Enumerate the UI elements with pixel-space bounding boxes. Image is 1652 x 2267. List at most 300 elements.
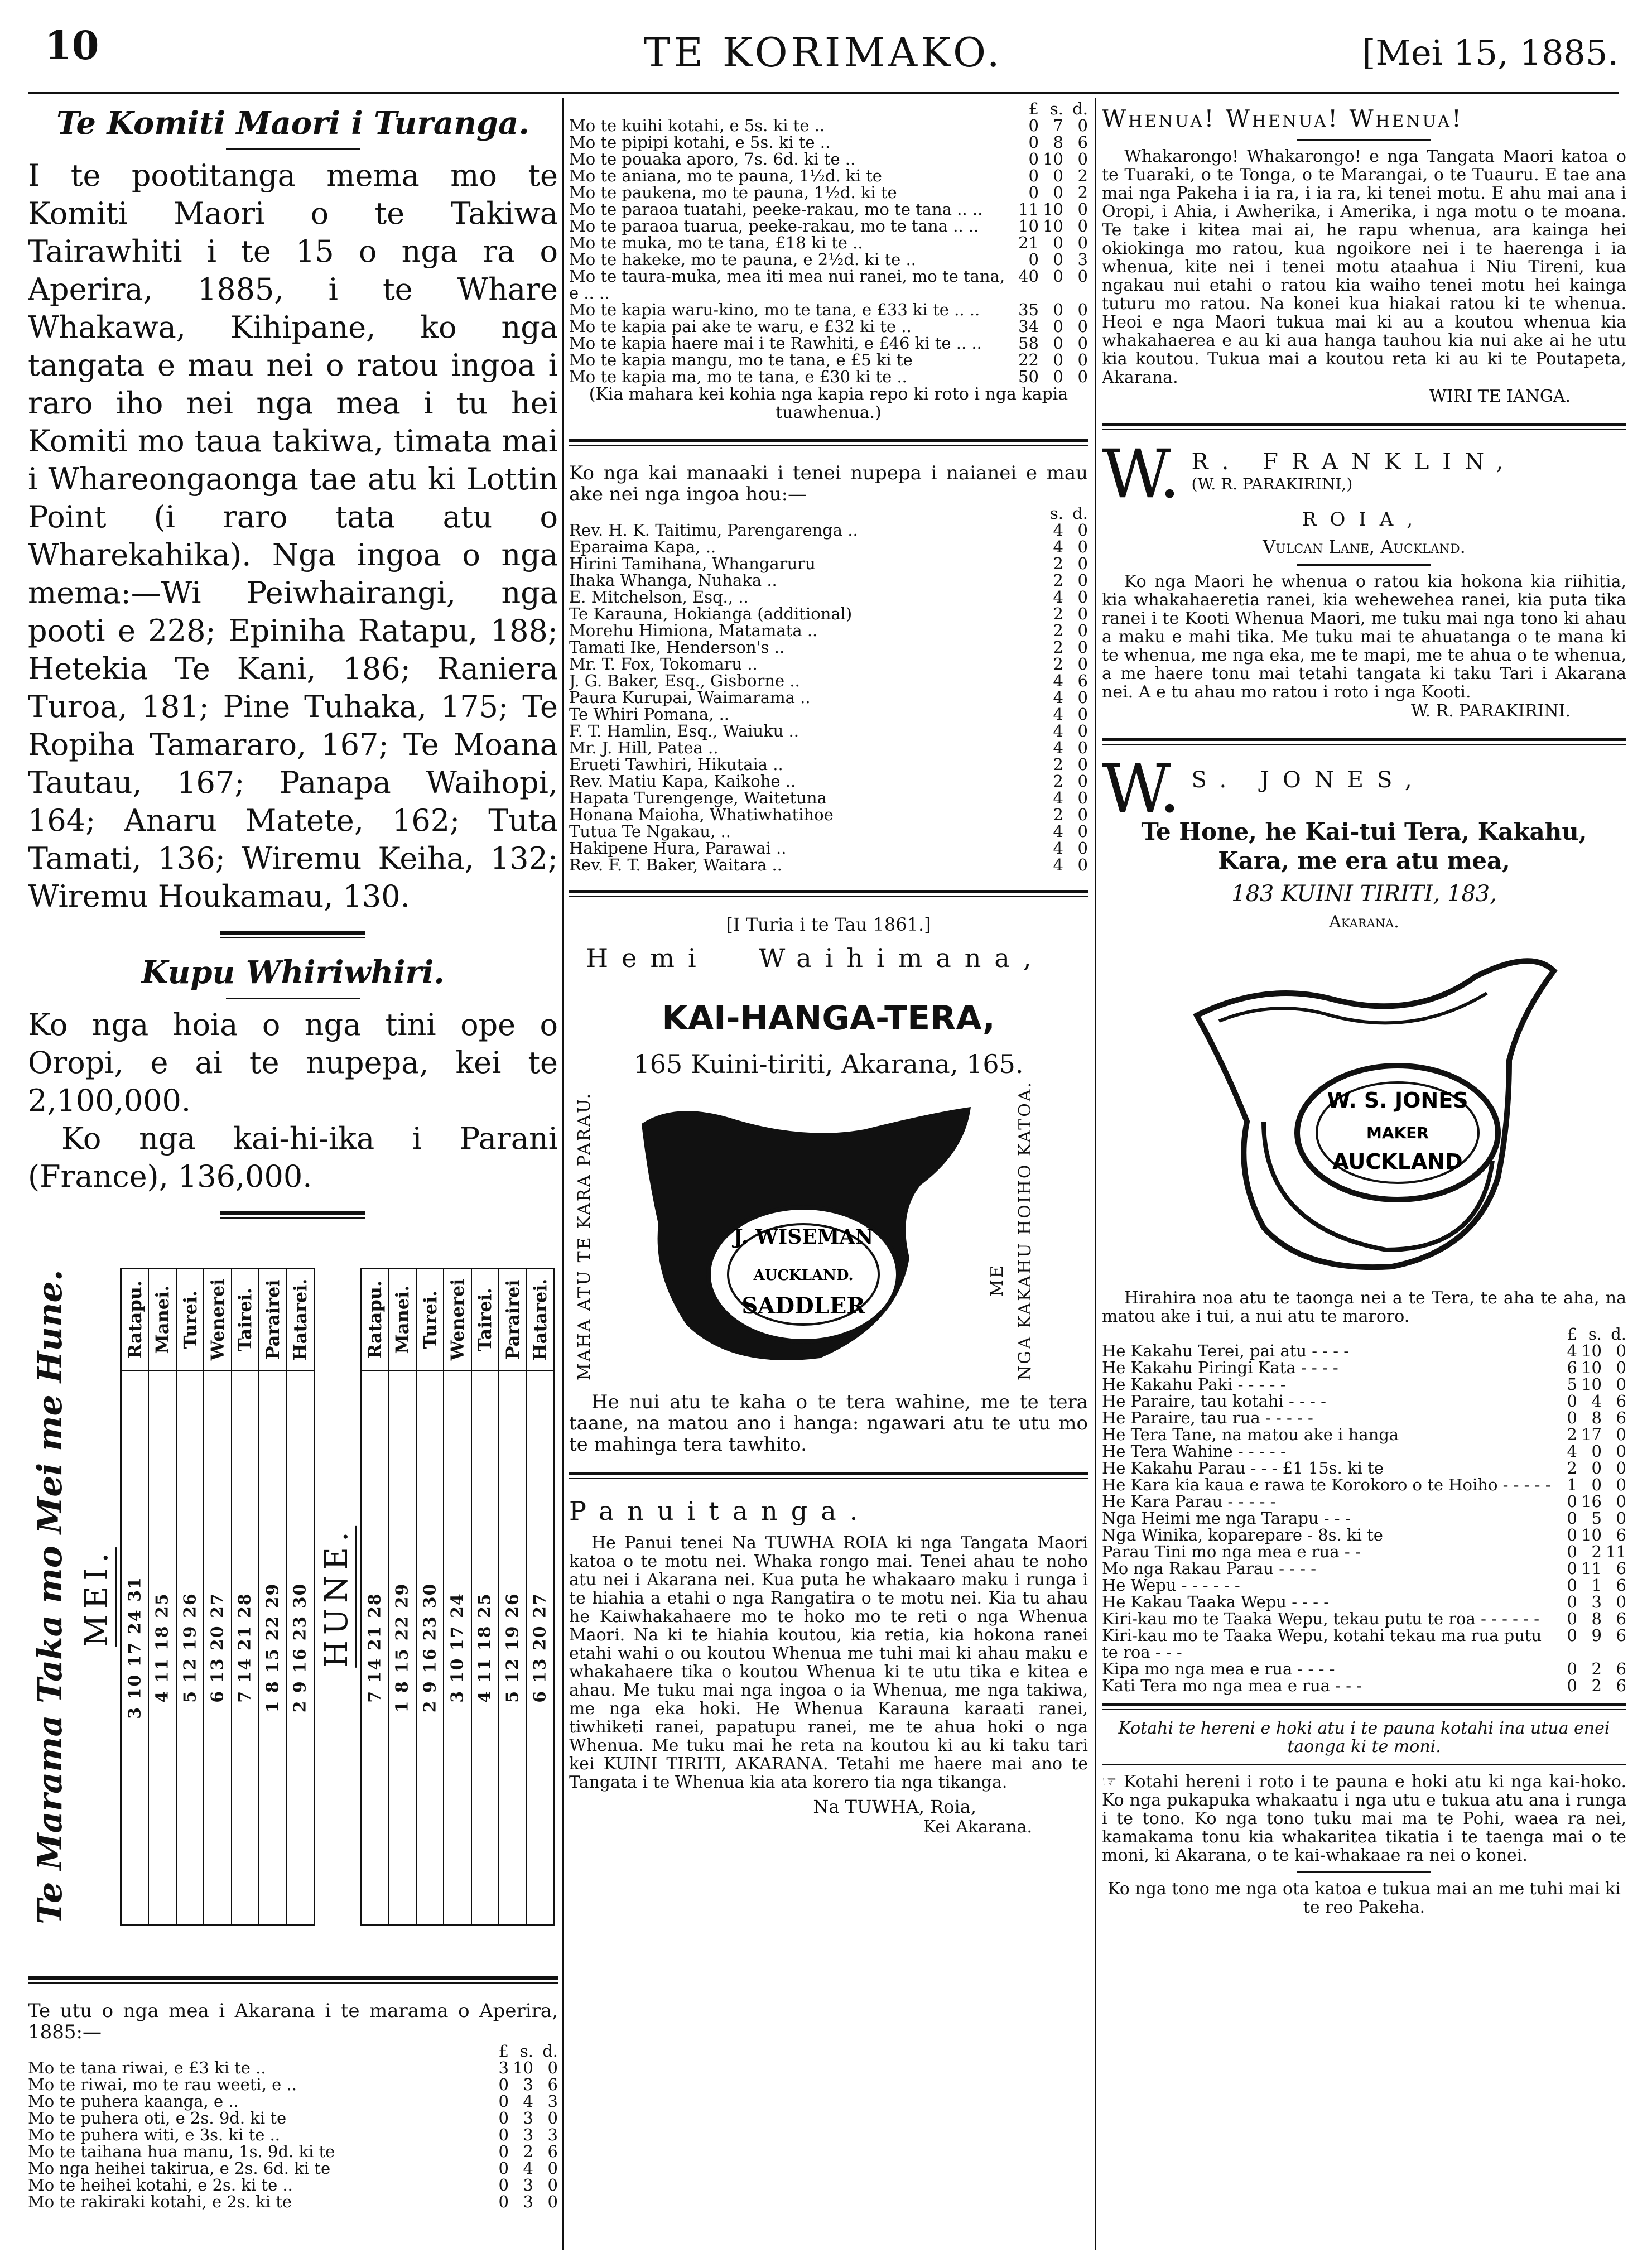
row-value: 3 [523,2175,533,2194]
row-value: 0 [1053,300,1063,319]
row-value: 2 [1053,621,1063,640]
svg-text:MAKER: MAKER [1366,1124,1429,1142]
table-row [569,251,1088,268]
table-row [569,689,1088,706]
table-row [1102,1510,1626,1527]
row-value: 6 [1616,1609,1626,1628]
issue-date: [Mei 15, 1885. [1362,32,1619,73]
row-label: He Paraire, tau kotahi - - - - [1102,1392,1326,1411]
row-label: Mo te kapia mangu, mo te tana, e £5 ki te [569,350,913,369]
day-dates: 4 11 18 25 [475,1592,495,1703]
heading-rule [1297,1871,1431,1873]
column-2 [569,100,1088,2250]
row-value: 0 [1053,166,1063,185]
row-value: 10 [1043,216,1063,235]
row-value: 0 [1567,1676,1577,1695]
table-row [569,589,1088,605]
row-value: 0 [1616,1509,1626,1528]
row-value: 0 [1053,317,1063,336]
table-row [1102,1577,1626,1594]
kupu-paragraph-1: Ko nga hoia o nga tini ope o Oropi, e ai te nupepa, kei te 2,100,000. [28,1007,558,1118]
row-value: 0 [1616,1358,1626,1377]
table-row [1102,1409,1626,1426]
utu-price-table [28,2043,558,2210]
row-value: 0 [1053,250,1063,269]
svg-text:J. WISEMAN: J. WISEMAN [733,1225,874,1249]
day-name: Wenerei [444,1269,470,1371]
row-value: 0 [1077,216,1088,235]
row-label: Paura Kurupai, Waimarama .. [569,688,811,707]
row-value: 3 [523,2075,533,2094]
row-value: 3 [523,2125,533,2144]
row-value: 0 [1077,855,1088,874]
row-value: 0 [1077,688,1088,707]
row-value: 0 [1616,1341,1626,1360]
section-rule [28,1976,558,1984]
jones-intro: Hirahira noa atu te taonga nei a te Tera, te aha te aha, na matou ake i tui, a nui atu te maroro. [1102,1288,1626,1326]
row-value: 0 [498,2075,509,2094]
row-value: 2 [1567,1459,1577,1477]
row-value: 4 [523,2092,533,2111]
day-name: Hatarei. [287,1269,314,1371]
row-label: Morehu Himiona, Matamata .. [569,621,818,640]
row-value: 0 [1053,183,1063,202]
row-value: 40 [1018,267,1039,286]
table-row [569,739,1088,756]
row-value: 17 [1581,1425,1602,1444]
table-row [1102,1594,1626,1610]
row-label: Nga Heimi me nga Tarapu - - - [1102,1509,1351,1528]
hemi-illustration [569,1079,1088,1392]
col-pence: d. [1072,100,1088,118]
table-row [1102,1610,1626,1627]
header-rule [28,92,1619,94]
row-label: Mo te tana riwai, e £3 ki te .. [28,2058,266,2077]
section-rule [569,890,1088,897]
row-label: Mo te taura-muka, mea iti mea nui ranei, mo te tana, e .. .. [569,267,1005,302]
month-grid [360,1268,555,1926]
table-row [28,2177,558,2193]
row-label: Kiri-kau mo te Taaka Wepu, tekau putu te roa - - - - - - [1102,1609,1539,1628]
row-value: 10 [1018,216,1039,235]
row-label: Te Karauna, Hokianga (additional) [569,604,853,623]
row-label: Nga Winika, koparepare - 8s. ki te [1102,1525,1383,1544]
table-row [569,522,1088,538]
table-row [28,2193,558,2210]
row-label: J. G. Baker, Esq., Gisborne .. [569,671,800,690]
table-row [569,268,1088,301]
panui-heading: Panuitanga. [569,1496,871,1526]
section-rule [1102,423,1626,430]
jones-final: Ko nga tono me nga ota katoa e tukua mai an me tuhi mai ki te reo Pakeha. [1107,1879,1621,1917]
row-value: 2 [1567,1425,1577,1444]
table-row [569,572,1088,589]
row-value: 0 [1053,334,1063,353]
row-value: 0 [1077,788,1088,807]
row-value: 0 [1028,183,1039,202]
row-label: He Kakahu Terei, pai atu - - - - [1102,1341,1350,1360]
jones-advertisement [1102,750,1626,1917]
row-label: Mo te kapia haere mai i te Rawhiti, e £46 ki te .. .. [569,334,982,353]
row-label: He Paraire, tau rua - - - - - [1102,1408,1313,1427]
row-label: Tutua Te Ngakau, .. [569,822,731,841]
row-value: 1 [1591,1576,1602,1595]
table-row [1102,1359,1626,1376]
row-value: 0 [1591,1459,1602,1477]
col-pence: d. [542,2042,558,2061]
row-value: 1 [1567,1475,1577,1494]
calendar-day-column [417,1269,444,1924]
row-value: 0 [1077,116,1088,135]
table-row [569,656,1088,672]
table-row [28,2059,558,2076]
row-label: Kati Tera mo nga mea e rua - - - [1102,1676,1362,1695]
row-value: 4 [1053,855,1063,874]
row-value: 2 [1053,604,1063,623]
row-value: 4 [1053,788,1063,807]
col-shillings: s. [1049,504,1063,523]
hemi-side-me: ME [988,1264,1007,1297]
hemi-trade: KAI-HANGA-TERA, [662,999,995,1038]
row-value: 0 [1053,267,1063,286]
day-name: Turei. [177,1269,203,1371]
row-value: 0 [1616,1592,1626,1611]
row-label: Rev. Matiu Kapa, Kaikohe .. [569,772,796,791]
section-rule [1102,738,1626,745]
row-value: 0 [1567,1392,1577,1411]
row-value: 0 [498,2142,509,2161]
table-row [569,335,1088,352]
table-row [1102,1476,1626,1493]
row-value: 0 [1616,1375,1626,1394]
saddle-icon [608,1090,999,1380]
row-value: 0 [1028,116,1039,135]
day-dates: 1 8 15 22 29 [263,1582,283,1713]
table-row [1102,1426,1626,1443]
row-label: Mo te puhera oti, e 2s. 9d. ki te [28,2109,287,2128]
subscribers-table [569,505,1088,873]
franklin-address: Vulcan Lane, Auckland. [1263,536,1466,557]
table-row [569,301,1088,318]
row-value: 0 [1028,166,1039,185]
day-dates: 2 9 16 23 30 [290,1582,310,1713]
calendar-day-column [362,1269,389,1924]
row-label: He Kara kia kaua e rawa te Korokoro o te Hoiho - - - - - [1102,1475,1551,1494]
row-value: 16 [1581,1492,1602,1511]
hemi-description: He nui atu te kaha o te tera wahine, me te tera taane, na matou ano i hanga: ngawari atu te utu mo te mahinga tera tawhito. [569,1391,1088,1456]
row-value: 0 [1077,588,1088,607]
row-value: 0 [1028,133,1039,152]
table-row [569,672,1088,689]
col-pounds: £ [1028,100,1039,118]
row-value: 0 [1077,738,1088,757]
kupu-heading: Kupu Whiriwhiri. [141,954,445,991]
month-grid [120,1268,315,1926]
row-value: 6 [1077,133,1088,152]
row-value: 2 [1053,805,1063,824]
row-value: 0 [547,2159,558,2178]
row-label: Mo te kapia ma, mo te tana, e £30 ki te .. [569,367,907,386]
row-label: Kiri-kau mo te Taaka Wepu, kotahi tekau ma rua putu te roa - - - [1102,1626,1542,1662]
row-value: 2 [523,2142,533,2161]
row-value: 0 [1567,1592,1577,1611]
franklin-initial: W. [1102,436,1181,513]
saddle-icon [1152,937,1576,1283]
table-row [569,790,1088,806]
row-value: 0 [1077,571,1088,590]
row-value: 0 [1077,350,1088,369]
table-row [569,840,1088,856]
row-value: 0 [1077,317,1088,336]
table-row [569,201,1088,218]
hemi-name: Hemi Waihimana, [586,943,1045,973]
row-value: 0 [1077,638,1088,657]
row-label: Mo te paraoa tuarua, peeke-rakau, mo te tana .. .. [569,216,979,235]
row-label: Mo te paraoa tuatahi, peeke-rakau, mo te tana .. .. [569,200,983,219]
row-value: 0 [1028,250,1039,269]
row-value: 0 [547,2192,558,2211]
table-row [569,723,1088,739]
table-row [569,639,1088,656]
day-dates: 4 11 18 25 [152,1592,172,1703]
row-value: 0 [1077,537,1088,556]
franklin-title: ROIA, [1302,508,1427,531]
panui-text: He Panui tenei Na TUWHA ROIA ki nga Tangata Maori katoa o te motu nei. Whaka rongo mai. Tenei ahau te noho atu nei i Akarana nei. Kua puta he whakaaro maku i runga i te hiahia a etahi o nga Rangatira o te motu nei. Kia tu ahau he Kaiwhakahaere mo te hoko mo te reti o nga Whenua Maori. Na ki te hiahia koutou, kia retia, kia hokona ranei etahi wahi o ou koutou Whenua me tuhi mai ki ahau maku e whakahaere tika o koutou Whenua ki te utu tika e kitea e ahau. Me tuku mai nga ingoa o ia Whenua, me nga takiwa, me nga eka hoki. He Whenua Karauna karaati ranei, tiwhiketi ranei, papatupu ranei, me te ahua hoki o nga Whenua. Me tuku mai he reta na koutou ki au ki taku tari kei KUINI TIRITI, AKARANA. Tetahi me haere mai ano te Tangata i te Whenua kia ata korero tia nga tikanga. [569,1533,1088,1792]
row-label: Tamati Ike, Henderson's .. [569,638,785,657]
day-dates: 5 12 19 26 [503,1592,523,1703]
row-label: Te Whiri Pomana, .. [569,705,730,724]
row-value: 10 [1043,200,1063,219]
row-value: 2 [1077,166,1088,185]
row-value: 11 [1018,200,1039,219]
table-row [28,2160,558,2177]
row-label: Parau Tini mo nga mea e rua - - [1102,1542,1361,1561]
row-value: 4 [1053,839,1063,858]
row-value: 0 [1567,1492,1577,1511]
row-label: He Tera Tane, na matou ake i hanga [1102,1425,1399,1444]
row-value: 4 [1053,721,1063,740]
day-name: Wenerei [204,1269,230,1371]
table-row [569,806,1088,823]
row-value: 6 [1077,671,1088,690]
table-row [28,2076,558,2093]
row-value: 11 [1606,1542,1626,1561]
table-row [1102,1527,1626,1543]
table-row [569,218,1088,234]
row-label: Mo te hakeke, mo te pauna, e 2½d. ki te .. [569,250,916,269]
row-value: 0 [1077,267,1088,286]
table-row [28,2093,558,2110]
table-row [569,318,1088,335]
row-value: 8 [1053,133,1063,152]
table-row [569,773,1088,790]
row-label: Mo te pouaka aporo, 7s. 6d. ki te .. [569,150,856,169]
row-value: 0 [498,2175,509,2194]
col-shillings: s. [1049,100,1063,118]
row-value: 0 [498,2109,509,2128]
row-label: Mo te puhera kaanga, e .. [28,2092,239,2111]
price-note: (Kia mahara kei kohia nga kapia repo ki roto i nga kapia tuawhenua.) [589,384,1068,422]
section-rule [569,1472,1088,1479]
row-label: Mo nga Rakau Parau - - - - [1102,1559,1317,1578]
section-rule [220,931,365,938]
table-row [569,151,1088,167]
row-label: Mo te riwai, mo te rau weeti, e .. [28,2075,297,2094]
row-value: 6 [1616,1559,1626,1578]
row-value: 4 [1053,738,1063,757]
row-value: 2 [1053,755,1063,774]
table-row [28,2110,558,2126]
table-row [569,555,1088,572]
day-dates: 6 13 20 27 [530,1592,550,1703]
table-row [569,117,1088,134]
jones-address: 183 KUINI TIRITI, 183, [1231,881,1497,907]
row-value: 0 [1567,1576,1577,1595]
row-value: 22 [1018,350,1039,369]
row-value: 0 [1053,367,1063,386]
month-label: HUNE. [321,1234,354,1960]
row-value: 0 [1567,1525,1577,1544]
table-row [1102,1393,1626,1409]
row-value: 2 [1591,1659,1602,1678]
row-value: 11 [1581,1559,1602,1578]
table-row [569,605,1088,622]
calendar [28,1234,558,1960]
row-label: Eparaima Kapa, .. [569,537,716,556]
column-1 [28,100,558,2250]
row-label: Hakipene Hura, Parawai .. [569,839,787,858]
row-label: Mo te paukena, mo te pauna, 1½d. ki te [569,183,897,202]
table-row [1102,1660,1626,1677]
heading-rule [226,148,360,150]
row-label: He Tera Wahine - - - - - [1102,1442,1286,1461]
row-label: Ihaka Whanga, Nuhaka .. [569,571,777,590]
table-row [569,352,1088,368]
row-label: Mo te aniana, mo te pauna, 1½d. ki te [569,166,882,185]
franklin-advertisement [1102,436,1626,721]
svg-text:W. S. JONES: W. S. JONES [1327,1088,1468,1113]
calendar-day-column [122,1269,149,1924]
row-value: 6 [1616,1392,1626,1411]
row-value: 3 [523,2109,533,2128]
row-value: 2 [1053,571,1063,590]
kupu-paragraph-2: Ko nga kai-hi-ika i Parani (France), 136,000. [28,1121,558,1194]
komiti-heading: Te Komiti Maori i Turanga. [56,105,529,142]
calendar-title: Te Marama Taka mo Mei me Hune. [31,1269,70,1924]
row-value: 0 [1077,200,1088,219]
table-row [569,622,1088,639]
table-row [1102,1677,1626,1694]
table-row [569,184,1088,201]
calendar-day-column [149,1269,176,1924]
section-rule [1102,1703,1626,1710]
row-value: 6 [1616,1626,1626,1645]
whenua-text: Whakarongo! Whakarongo! e nga Tangata Maori katoa o te Tuaraki, o te Tonga, o te Marangai, o te Tuauru. E tae ana mai nga Pakeha i ia ra, i ia ra, ki tenei motu. E ahu mai ana i Oropi, i Ahia, i Awherika, i Amerika, i nga motu o te moana. Te take i kitea mai ai, he rapu whenua, ara kainga hei okiokinga mo ratou, kua ngoikore nei i te haerenga i ia whenua, kite nei i tenei motu ataahua i Niu Tireni, kua ngakau nui etahi o ratou kia waiho tenei motu hei kainga tuturu mo ratou. Na konei kua hiakai ratou ki te whenua. Heoi e nga Maori tukua mai ki au a koutou whenua kia whakahaerea e au ki aua hanga tauhou kia nui ake ai he utu kia koutou. Tukua mai a koutou reta ki au ki te Poutapeta, Akarana. [1102,147,1626,387]
day-name: Ratapu. [362,1269,388,1371]
row-value: 4 [1053,537,1063,556]
panui-location: Kei Akarana. [923,1817,1032,1837]
row-value: 3 [1077,250,1088,269]
row-value: 0 [1077,367,1088,386]
table-row [28,2143,558,2160]
produce-price-table [569,100,1088,385]
row-value: 8 [1591,1408,1602,1427]
row-value: 3 [498,2058,509,2077]
row-value: 0 [1053,233,1063,252]
month-hune [321,1234,555,1960]
row-value: 6 [547,2142,558,2161]
row-value: 3 [1591,1592,1602,1611]
calendar-day-column [204,1269,232,1924]
row-value: 0 [1077,604,1088,623]
jones-name: S. JONES, [1191,767,1425,793]
row-label: Kipa mo nga mea e rua - - - - [1102,1659,1335,1678]
day-dates: 5 12 19 26 [180,1592,200,1703]
row-value: 0 [1077,805,1088,824]
row-value: 0 [1567,1609,1577,1628]
row-value: 0 [498,2192,509,2211]
calendar-day-column [499,1269,527,1924]
row-value: 4 [1567,1341,1577,1360]
section-rule [569,439,1088,446]
row-value: 2 [1053,554,1063,573]
svg-text:AUCKLAND.: AUCKLAND. [753,1267,854,1284]
franklin-text: Ko nga Maori he whenua o ratou kia hokona kia riihitia, kia whakahaeretia ranei, kia wehewehea ranei, kia puta tika ranei i te Kooti Whenua Maori, me tuku mai nga tono ki ahau a maku e mahi tika. Me tuku mai te ahuatanga o te mana ki te whenua, me nga eka, me te mapi, me te ahua o te whenua, a me haere tonu mai tetahi tangata ki taku Tari i Akarana nei. A e tu ahau mo ratou i roto i nga Kooti. [1102,572,1626,702]
column-divider-2 [1095,98,1096,2250]
calendar-day-column [389,1269,416,1924]
table-row [1102,1460,1626,1476]
row-value: 0 [1616,1425,1626,1444]
day-dates: 2 9 16 23 30 [420,1582,440,1713]
row-value: 3 [547,2092,558,2111]
row-value: 4 [1567,1442,1577,1461]
day-name: Hatarei. [527,1269,553,1371]
jones-trade: Te Hone, he Kai-tui Tera, Kakahu, Kara, me era atu mea, [1141,818,1587,874]
row-value: 0 [1077,772,1088,791]
row-label: He Kakahu Paki - - - - - [1102,1375,1286,1394]
row-value: 0 [1053,350,1063,369]
row-label: He Kakahu Parau - - - £1 15s. ki te [1102,1459,1384,1477]
row-label: Rev. H. K. Taitimu, Parengarenga .. [569,521,858,540]
col-pence: d. [1611,1325,1626,1344]
row-label: Mr. J. Hill, Patea .. [569,738,719,757]
row-label: Mo te rakiraki kotahi, e 2s. ki te [28,2192,292,2211]
row-value: 0 [1077,554,1088,573]
row-label: E. Mitchelson, Esq., .. [569,588,749,607]
row-value: 35 [1018,300,1039,319]
row-value: 9 [1591,1626,1602,1645]
day-name: Parairei [499,1269,526,1371]
calendar-day-column [232,1269,259,1924]
hemi-side-left: MAHA ATU TE KARA PARAU. [575,1091,594,1380]
utu-intro: Te utu o nga mea i Akarana i te marama o Aperira, 1885:— [28,2000,558,2043]
table-row [1102,1443,1626,1460]
row-value: 3 [523,2192,533,2211]
row-value: 4 [1591,1392,1602,1411]
row-value: 4 [523,2159,533,2178]
row-value: 0 [1077,521,1088,540]
row-label: Erueti Tawhiri, Hikutaia .. [569,755,783,774]
row-value: 6 [1616,1676,1626,1695]
row-value: 6 [1616,1576,1626,1595]
table-row [1102,1543,1626,1560]
table-row [569,538,1088,555]
table-row [1102,1560,1626,1577]
row-value: 0 [547,2058,558,2077]
day-dates: 3 10 17 24 [447,1592,468,1703]
col-shillings: s. [1588,1325,1602,1344]
row-value: 10 [1581,1341,1602,1360]
